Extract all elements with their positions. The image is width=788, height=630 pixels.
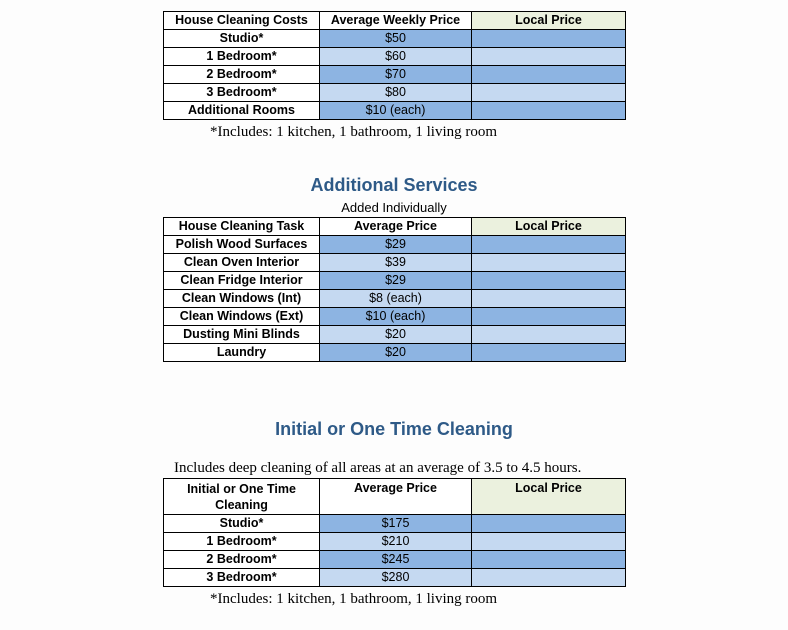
table-row: [164, 308, 626, 326]
column-header: Average Weekly Price: [320, 12, 472, 30]
initial-cleaning-table: [163, 478, 626, 587]
table-row: [164, 84, 626, 102]
table-row: [164, 102, 626, 120]
local-price-cell: [472, 66, 626, 84]
table-row: [164, 236, 626, 254]
local-price-cell: [472, 254, 626, 272]
local-price-cell: [472, 533, 626, 551]
local-price-cell: [472, 551, 626, 569]
table-row: [164, 290, 626, 308]
table-header-row: [164, 218, 626, 236]
local-price-cell: [472, 84, 626, 102]
price-cell: $60: [320, 48, 472, 66]
local-price-cell: [472, 308, 626, 326]
price-cell: $29: [320, 272, 472, 290]
table-row: [164, 344, 626, 362]
column-header: Initial or One Time Cleaning: [164, 479, 320, 515]
price-cell: $70: [320, 66, 472, 84]
table-row: [164, 326, 626, 344]
row-label: 1 Bedroom*: [164, 48, 320, 66]
table-row: [164, 30, 626, 48]
price-cell: $10 (each): [320, 102, 472, 120]
price-cell: $20: [320, 326, 472, 344]
row-label: 2 Bedroom*: [164, 551, 320, 569]
row-label: 3 Bedroom*: [164, 569, 320, 587]
column-header: Average Price: [320, 479, 472, 515]
price-cell: $175: [320, 515, 472, 533]
column-header: Average Price: [320, 218, 472, 236]
deep-cleaning-intro: Includes deep cleaning of all areas at an average of 3.5 to 4.5 hours.: [174, 460, 582, 476]
price-cell: $39: [320, 254, 472, 272]
table-header-row: [164, 479, 626, 515]
row-label: Additional Rooms: [164, 102, 320, 120]
column-header: House Cleaning Task: [164, 218, 320, 236]
includes-note: *Includes: 1 kitchen, 1 bathroom, 1 living room: [210, 124, 498, 140]
local-price-cell: [472, 515, 626, 533]
table-row: [164, 254, 626, 272]
table-row: [164, 48, 626, 66]
row-label: Studio*: [164, 515, 320, 533]
table-row: [164, 515, 626, 533]
section-title-initial-cleaning: Initial or One Time Cleaning: [275, 419, 513, 439]
price-cell: $10 (each): [320, 308, 472, 326]
local-price-cell: [472, 569, 626, 587]
price-cell: $8 (each): [320, 290, 472, 308]
row-label: Dusting Mini Blinds: [164, 326, 320, 344]
local-price-cell: [472, 102, 626, 120]
row-label: Clean Oven Interior: [164, 254, 320, 272]
row-label: Clean Windows (Ext): [164, 308, 320, 326]
local-price-cell: [472, 30, 626, 48]
price-cell: $210: [320, 533, 472, 551]
local-price-cell: [472, 326, 626, 344]
column-header: Local Price: [472, 479, 626, 515]
local-price-cell: [472, 272, 626, 290]
row-label: Clean Fridge Interior: [164, 272, 320, 290]
price-cell: $280: [320, 569, 472, 587]
price-cell: $80: [320, 84, 472, 102]
column-header: Local Price: [472, 218, 626, 236]
row-label: 1 Bedroom*: [164, 533, 320, 551]
section-subtitle: Added Individually: [341, 200, 447, 215]
row-label: Laundry: [164, 344, 320, 362]
table-row: [164, 66, 626, 84]
table-row: [164, 551, 626, 569]
column-header: House Cleaning Costs: [164, 12, 320, 30]
table-row: [164, 533, 626, 551]
includes-note: *Includes: 1 kitchen, 1 bathroom, 1 living room: [210, 591, 498, 607]
price-cell: $50: [320, 30, 472, 48]
local-price-cell: [472, 236, 626, 254]
column-header: Local Price: [472, 12, 626, 30]
weekly-cleaning-costs-table: [163, 11, 626, 120]
additional-services-table: [163, 217, 626, 362]
table-row: [164, 272, 626, 290]
row-label: Clean Windows (Int): [164, 290, 320, 308]
section-title-additional-services: Additional Services: [310, 175, 478, 195]
price-cell: $20: [320, 344, 472, 362]
price-cell: $29: [320, 236, 472, 254]
table-row: [164, 569, 626, 587]
price-cell: $245: [320, 551, 472, 569]
row-label: 3 Bedroom*: [164, 84, 320, 102]
row-label: 2 Bedroom*: [164, 66, 320, 84]
local-price-cell: [472, 48, 626, 66]
row-label: Studio*: [164, 30, 320, 48]
local-price-cell: [472, 290, 626, 308]
table-header-row: [164, 12, 626, 30]
local-price-cell: [472, 344, 626, 362]
row-label: Polish Wood Surfaces: [164, 236, 320, 254]
